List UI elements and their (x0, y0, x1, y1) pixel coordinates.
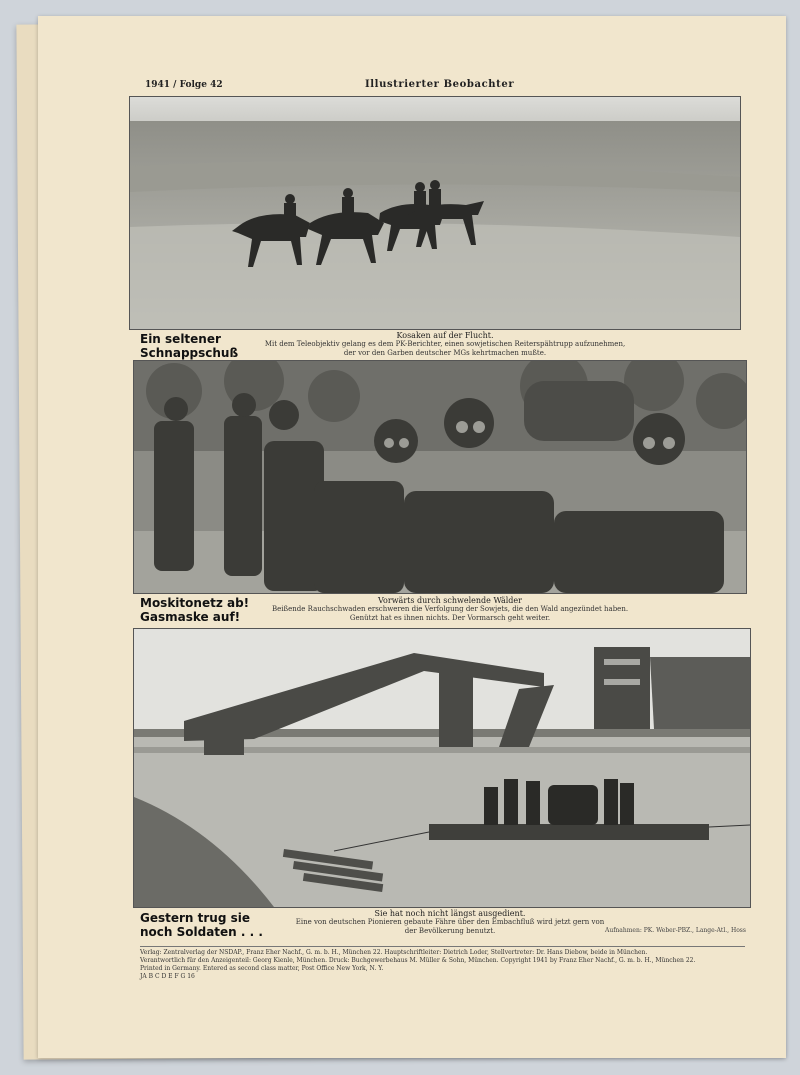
section-heading: Gestern trug sie noch Soldaten . . . (140, 911, 263, 939)
photo-caption (290, 909, 610, 936)
divider (140, 946, 745, 947)
caption-title: Sie hat noch nicht längst ausgedient. (374, 909, 526, 918)
imprint-line: Verantwortlich für den Anzeigenteil: Georg Kienle, München. Druck: Buchgewerbehaus M. Müller & Sohn, München. Copyright 1941 by Franz Eher Nachf., G. m. b. H., München 22. (140, 957, 696, 964)
caption-text: Eine von deutschen Pionieren gebaute Fähre über den Embachfluß wird jetzt gern von der Bevölkerung benutzt. (295, 918, 605, 935)
photo-cossack-riders (129, 96, 741, 330)
caption-title: Kosaken auf der Flucht. (396, 331, 494, 340)
photo-caption (260, 596, 640, 623)
photo-bridge-ferry (133, 628, 751, 908)
masthead: Illustrierter Beobachter (365, 79, 515, 90)
issue-number: 1941 / Folge 42 (145, 80, 223, 90)
page-header (145, 80, 745, 94)
section-heading: Ein seltener Schnappschuß (140, 332, 239, 360)
photo-gasmask-soldiers (133, 360, 747, 594)
photo-caption (260, 331, 630, 358)
imprint-line: Printed in Germany. Entered as second class matter, Post Office New York, N. Y. (140, 965, 384, 972)
imprint-line: Verlag: Zentralverlag der NSDAP., Franz Eher Nachf., G. m. b. H., München 22. Hauptschriftleiter: Dietrich Loder, Stellvertreter: Dr. Hans Diebow, beide in München. (140, 949, 648, 956)
imprint (140, 946, 745, 981)
print-code: JA B C D E F G 16 (140, 973, 195, 980)
section-heading: Moskitonetz ab! Gasmaske auf! (140, 596, 250, 624)
caption-text: Mit dem Teleobjektiv gelang es dem PK-Berichter, einen sowjetischen Reiterspähtrupp aufzunehmen, der vor den Garben deutscher MGs kehrtmachen mußte. (264, 340, 626, 357)
photo-credits: Aufnahmen: PK. Weber-PBZ., Lange-Atl., Hoss (605, 927, 746, 934)
caption-title: Vorwärts durch schwelende Wälder (378, 596, 522, 605)
caption-text: Beißende Rauchschwaden erschweren die Verfolgung der Sowjets, die den Wald angezündet haben. Genützt hat es ihnen nichts. Der Vormarsch geht weiter. (271, 605, 629, 622)
